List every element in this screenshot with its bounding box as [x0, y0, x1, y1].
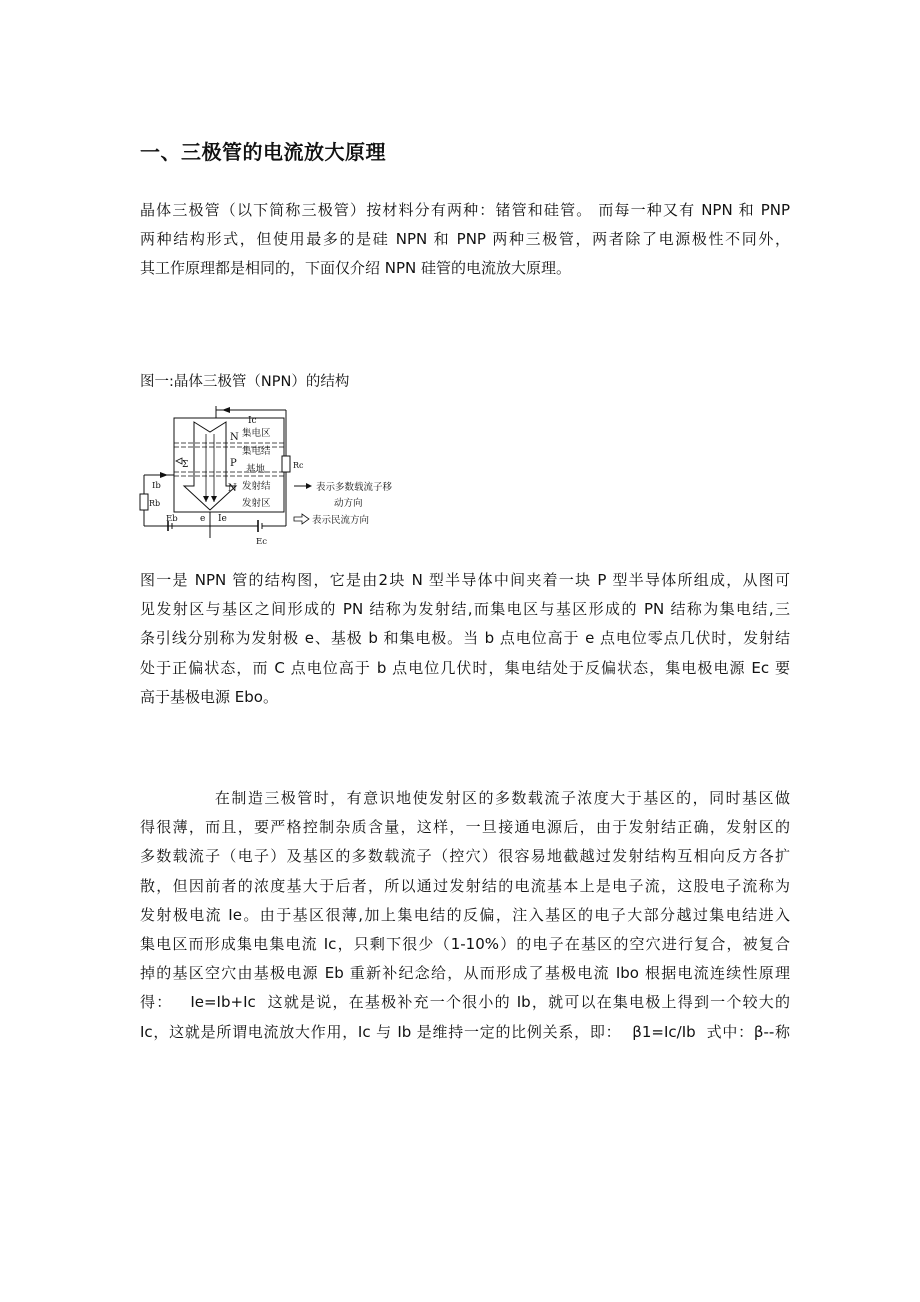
legend-majority-line-2: 动方向	[334, 498, 363, 509]
text-line: 发射极电流 Ie。由于基区很薄,加上集电结的反偏，注入基区的电子大部分越过集电结进入	[140, 905, 790, 924]
text-line: 在制造三极管时，有意识地使发射区的多数载流子浓度大于基区的，同时基区做	[140, 789, 790, 807]
label-e: e	[200, 514, 206, 524]
label-rc: Rc	[293, 461, 304, 470]
label-ib: Ib	[152, 481, 161, 491]
label-rb: Rb	[149, 499, 161, 508]
principle-paragraph	[140, 784, 790, 1047]
text-line: 散，但因前者的浓度基大于后者，所以通过发射结的电流基本上是电子流，这股电子流称为	[140, 876, 790, 895]
label-emitter-junction: 发射结	[242, 481, 271, 492]
text-line: 掉的基区空穴由基极电源 Eb 重新补纪念给，从而形成了基极电流 Ibo 根据电流连续性原理	[140, 964, 790, 983]
current-direction-arrow-icon	[294, 514, 309, 524]
text-line: 高于基极电源 Ebo。	[140, 687, 278, 706]
legend-current: 表示民流方向	[312, 515, 370, 526]
label-ec: Ec	[256, 537, 267, 547]
rb-resistor	[140, 494, 148, 510]
label-n-bottom: N	[228, 483, 237, 494]
figure-caption: 图一:晶体三极管（NPN）的结构	[140, 374, 350, 390]
label-sigma: Σ	[182, 460, 189, 470]
legend-majority-line-1: 表示多数载流子移	[316, 482, 393, 493]
text-line: 得： Ie=Ib+Ic 这就是说，在基极补充一个很小的 Ib，就可以在集电极上得到一个较大的	[140, 993, 790, 1012]
label-n-top: N	[230, 432, 239, 443]
label-eb: Eb	[166, 514, 178, 524]
ic-arrow-icon	[222, 407, 230, 413]
text-line: 处于正偏状态，而 C 点电位高于 b 点电位几伏时，集电结处于反偏状态，集电极电源 Ec 要	[140, 658, 790, 677]
label-ic: Ic	[248, 416, 257, 426]
intro-paragraph	[140, 196, 790, 284]
text-line: 得很薄，而且，要严格控制杂质含量，这样，一旦接通电源后，由于发射结正确，发射区的	[140, 818, 790, 837]
text-line: Ic，这就是所谓电流放大作用，Ic 与 Ib 是维持一定的比例关系，即： β1=Ic/Ib 式中：β--称	[140, 1022, 790, 1041]
text-line: 见发射区与基区之间形成的 PN 结称为发射结,而集电区与基区形成的 PN 结称为集电结,三	[140, 600, 790, 619]
carrier-flow-arrow-icon	[184, 422, 236, 510]
ib-arrow-icon	[160, 472, 168, 478]
label-p: P	[230, 458, 237, 469]
description-paragraph	[140, 566, 790, 712]
text-line: 其工作原理都是相同的，下面仅介绍 NPN 硅管的电流放大原理。	[140, 259, 572, 278]
text-line: 晶体三极管（以下简称三极管）按材料分有两种：锗管和硅管。 而每一种又有 NPN 和 PNP	[140, 201, 790, 219]
text-line: 集电区而形成集电集电流 Ic，只剩下很少（1-10%）的电子在基区的空穴进行复合，被复合	[140, 934, 790, 953]
label-collector-junction: 集电结	[242, 446, 271, 457]
section-title: 一、三极管的电流放大原理	[140, 140, 386, 164]
label-ie: Ie	[218, 514, 227, 524]
majority-carrier-arrow-icon	[306, 483, 312, 489]
rc-resistor	[282, 456, 290, 472]
text-line: 两种结构形式，但使用最多的是硅 NPN 和 PNP 两种三极管，两者除了电源极性不同外，	[140, 230, 790, 249]
text-line: 多数载流子（电子）及基区的多数载流子（控穴）很容易地截越过发射结构互相向反方各扩	[140, 847, 790, 866]
label-base-region: 基地	[246, 464, 266, 475]
npn-structure-diagram	[138, 406, 428, 551]
label-emitter-region: 发射区	[242, 498, 271, 509]
text-line: 条引线分别称为发射极 e、基极 b 和集电极。当 b 点电位高于 e 点电位零点几伏时，发射结	[140, 629, 790, 648]
text-line: 图一是 NPN 管的结构图，它是由2块 N 型半导体中间夹着一块 P 型半导体所组成，从图可	[140, 571, 790, 589]
label-collector-region: 集电区	[242, 428, 271, 439]
